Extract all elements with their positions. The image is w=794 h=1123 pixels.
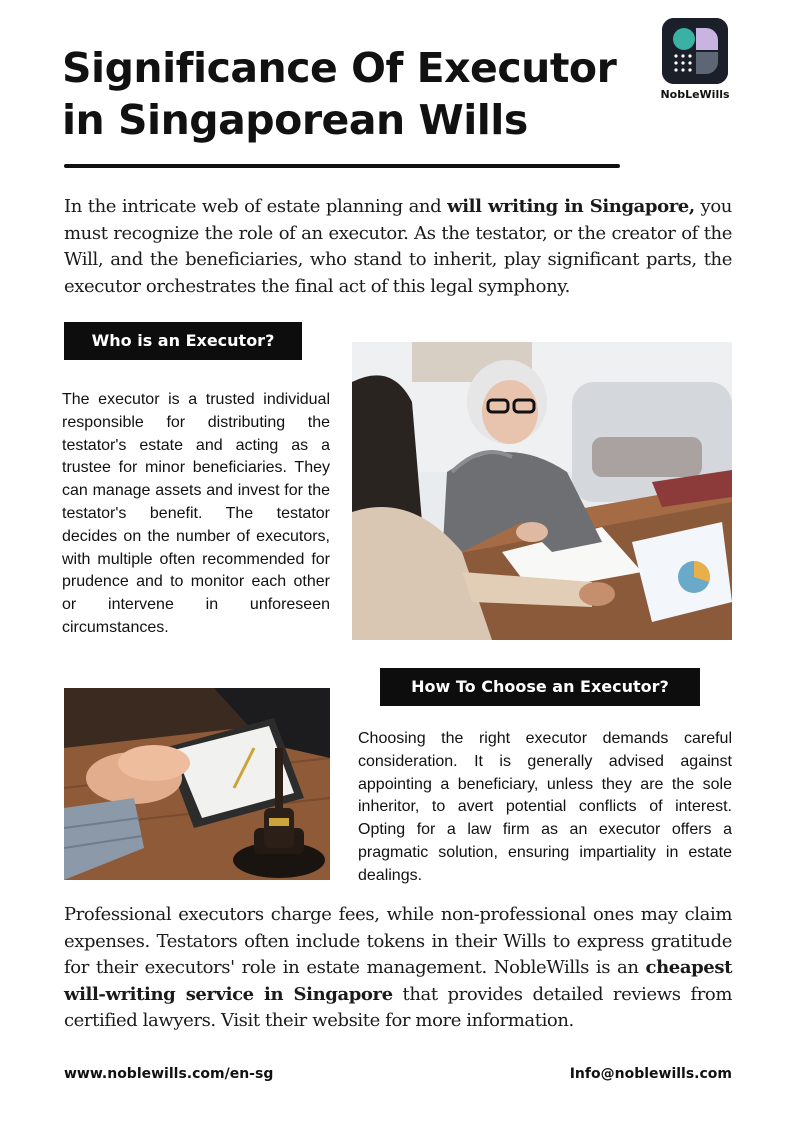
logo-wordmark: NobLeWills [660, 88, 730, 101]
title-line-1: Significance Of Executor [62, 44, 617, 92]
intro-text-end: you must recognize the role of an executor. As the testator, or the creator of the Will, and the beneficiaries, who stand to inherit, play significant parts, the executor orchestrates the final act of this legal symphony. [64, 196, 732, 297]
title-underline [64, 164, 620, 168]
who-section-heading: Who is an Executor? [64, 322, 302, 360]
closing-text-end: that provides detailed reviews from certified lawyers. Visit their website for more information. [64, 983, 733, 1031]
meeting-photo [352, 342, 732, 640]
gavel-photo [64, 688, 330, 880]
noblewills-logo-icon [662, 18, 728, 84]
how-section-heading: How To Choose an Executor? [380, 668, 700, 706]
footer-website-link[interactable]: www.noblewills.com/en-sg [64, 1066, 274, 1082]
title-line-2: in Singaporean Wills [62, 96, 528, 144]
intro-keyword-link: will writing in Singapore, [447, 196, 695, 217]
who-section-body: The executor is a trusted individual responsible for distributing the testator's estate and acting as a trustee for minor beneficiaries. They can manage assets and invest for the testator's benefit. The testator decides on the number of executors, with multiple often recommended for prudence and to monitor each other or intervene in unforeseen circumstances. [62, 391, 330, 636]
closing-paragraph [64, 902, 732, 1035]
closing-keyword-link: cheapest will-writing service in Singapore [64, 957, 732, 1005]
intro-paragraph [64, 194, 732, 300]
page-title [62, 42, 642, 146]
how-section-body: Choosing the right executor demands careful consideration. It is generally advised against appointing a beneficiary, unless they are the sole inheritor, to avert potential conflicts of interest. Opting for a law firm as an executor offers a pragmatic solution, ensuring impartiality in estate dealings. [358, 730, 732, 884]
closing-text-start: Professional executors charge fees, while non-professional ones may claim expenses. Testators often include tokens in their Wills to express gratitude for their executors' role in estate management. NobleWills is an [64, 904, 732, 978]
footer-email-link[interactable]: Info@noblewills.com [569, 1066, 732, 1082]
intro-text-start: In the intricate web of estate planning and [64, 196, 448, 217]
